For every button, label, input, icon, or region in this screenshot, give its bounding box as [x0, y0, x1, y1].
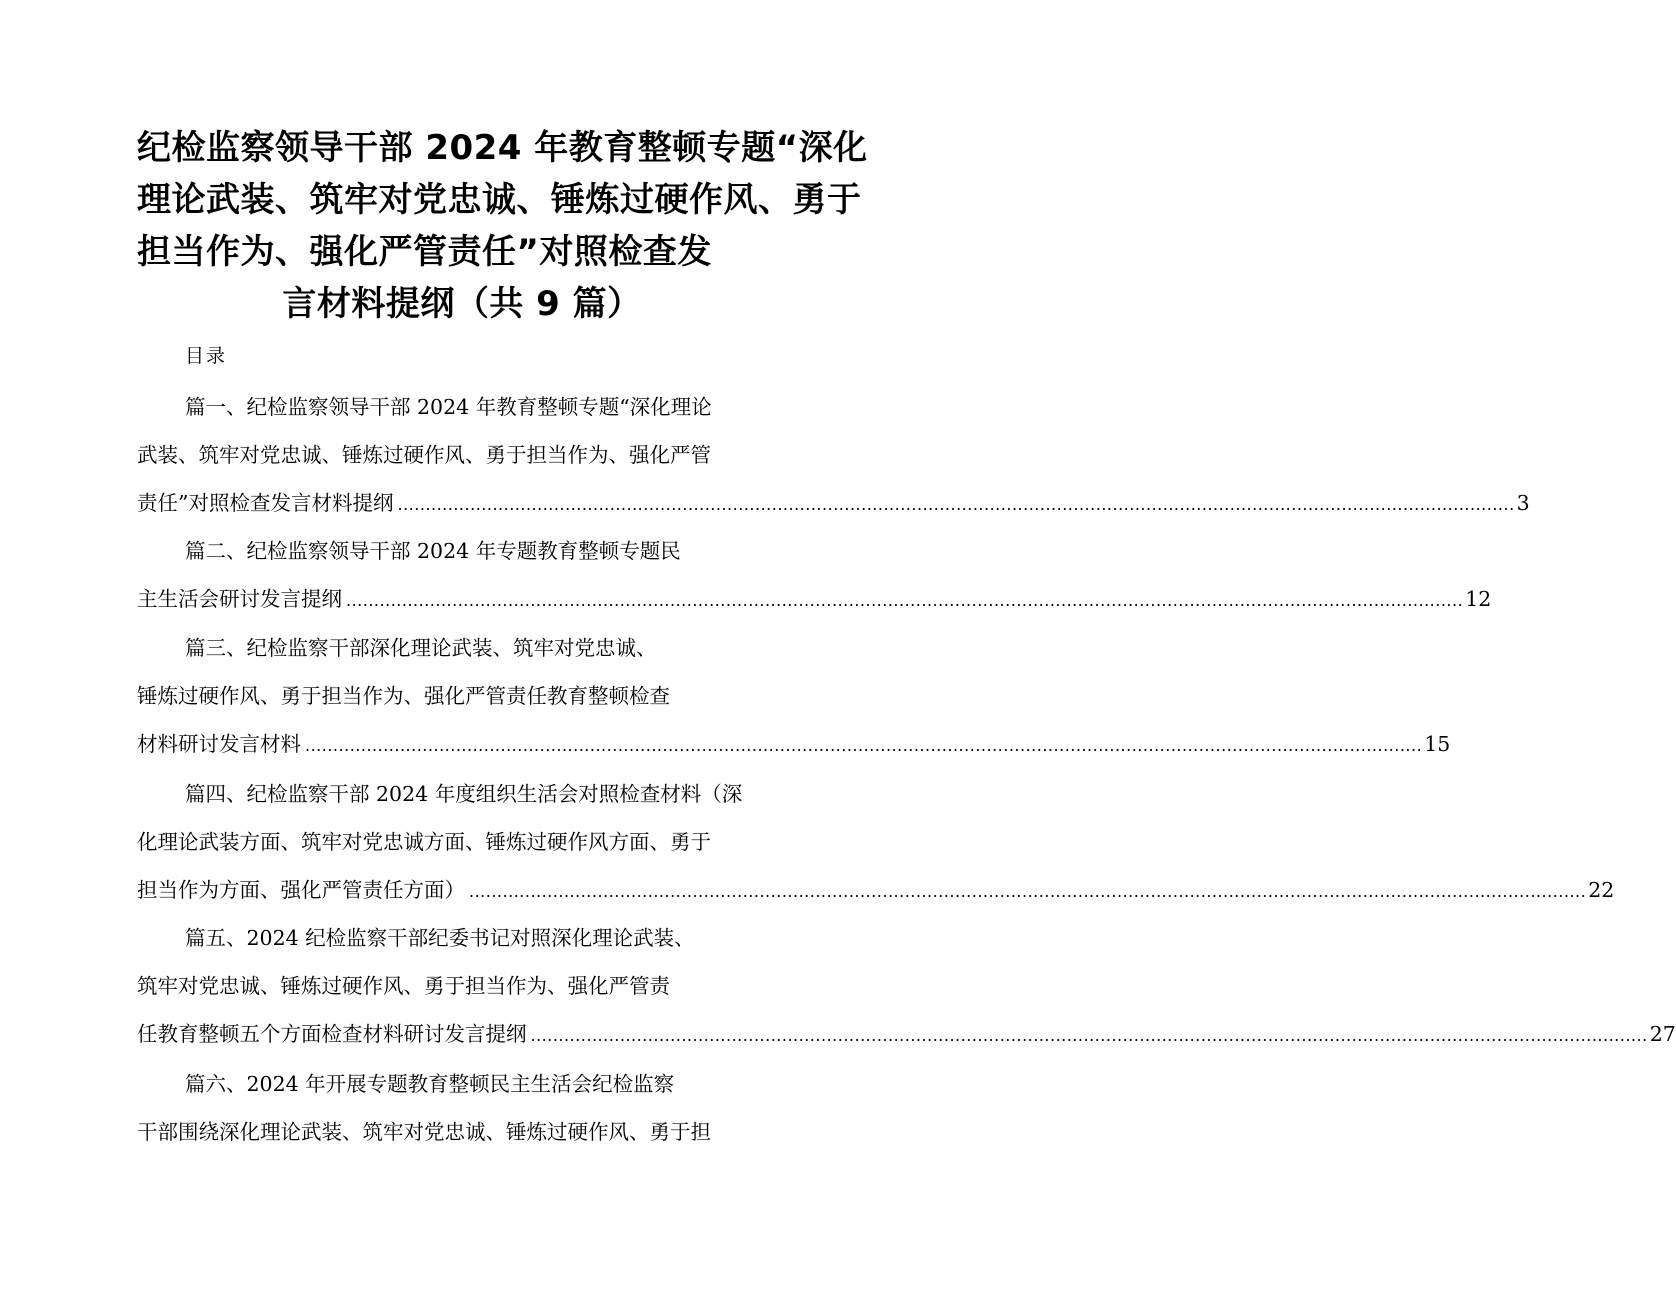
toc-entry-line: 化理论武装方面、筑牢对党忠诚方面、锤炼过硬作风方面、勇于: [137, 830, 711, 854]
toc-entry[interactable]: [137, 624, 1451, 768]
toc-entry[interactable]: [137, 914, 1676, 1058]
toc-entry[interactable]: [137, 383, 1530, 527]
toc-entry-line: 筑牢对党忠诚、锤炼过硬作风、勇于担当作为、强化严管责: [137, 974, 670, 998]
toc-leader-dots: ........................................................................................................................................................................................................: [346, 591, 1464, 610]
toc-entry-line: 材料研讨发言材料: [137, 732, 301, 756]
toc-entry[interactable]: [137, 1060, 787, 1156]
toc-page-number: 12: [1465, 587, 1492, 611]
toc-entry-line: 篇五、2024 纪检监察干部纪委书记对照深化理论武装、: [185, 926, 695, 950]
toc-entry-last-line: [137, 575, 1492, 623]
title-line: 纪检监察领导干部 2024 年教育整顿专题“深化: [137, 128, 868, 168]
toc-entry-line: 篇六、2024 年开展专题教育整顿民主生活会纪检监察: [185, 1072, 675, 1096]
toc-heading: 目录: [185, 345, 228, 367]
toc-entry-line: 干部围绕深化理论武装、筑牢对党忠诚、锤炼过硬作风、勇于担: [137, 1120, 711, 1144]
toc-entry[interactable]: [137, 527, 1492, 623]
toc-entry-line: 篇三、纪检监察干部深化理论武装、筑牢对党忠诚、: [185, 636, 657, 660]
toc-entry-line: 篇一、纪检监察领导干部 2024 年教育整顿专题“深化理论: [185, 395, 712, 419]
toc-entry-line: 主生活会研讨发言提纲: [137, 587, 342, 611]
toc-entry-line: 武装、筑牢对党忠诚、锤炼过硬作风、勇于担当作为、强化严管: [137, 443, 711, 467]
toc-entry[interactable]: [137, 770, 1615, 914]
toc-page-number: 3: [1516, 491, 1530, 515]
title-line: 担当作为、强化严管责任”对照检查发: [137, 232, 712, 272]
toc-entry-last-line: [137, 866, 1615, 914]
toc-leader-dots: ........................................................................................................................................................................................................: [397, 495, 1515, 514]
toc-page-number: 22: [1588, 878, 1615, 902]
toc-entry-last-line: [137, 1010, 1676, 1058]
toc-entry-line: 锤炼过硬作风、勇于担当作为、强化严管责任教育整顿检查: [137, 684, 670, 708]
toc-page-number: 15: [1424, 732, 1451, 756]
toc-leader-dots: ........................................................................................................................................................................................................: [530, 1026, 1648, 1045]
toc-page-number: 27: [1649, 1022, 1676, 1046]
toc-leader-dots: ........................................................................................................................................................................................................: [469, 882, 1587, 901]
toc-entry-last-line: [137, 479, 1530, 527]
title-line: 言材料提纲（共 9 篇）: [282, 284, 642, 324]
toc-entry-line: 任教育整顿五个方面检查材料研讨发言提纲: [137, 1022, 527, 1046]
toc-entry-line: 担当作为方面、强化严管责任方面）: [137, 878, 465, 902]
toc-entry-last-line: [137, 720, 1451, 768]
toc-entry-line: 篇四、纪检监察干部 2024 年度组织生活会对照检查材料（深: [185, 782, 743, 806]
toc-entry-line: 责任”对照检查发言材料提纲: [137, 491, 394, 515]
toc-leader-dots: ........................................................................................................................................................................................................: [305, 736, 1423, 755]
title-line: 理论武装、筑牢对党忠诚、锤炼过硬作风、勇于: [137, 180, 862, 220]
document-title: [137, 122, 868, 330]
toc-entry-line: 篇二、纪检监察领导干部 2024 年专题教育整顿专题民: [185, 539, 681, 563]
